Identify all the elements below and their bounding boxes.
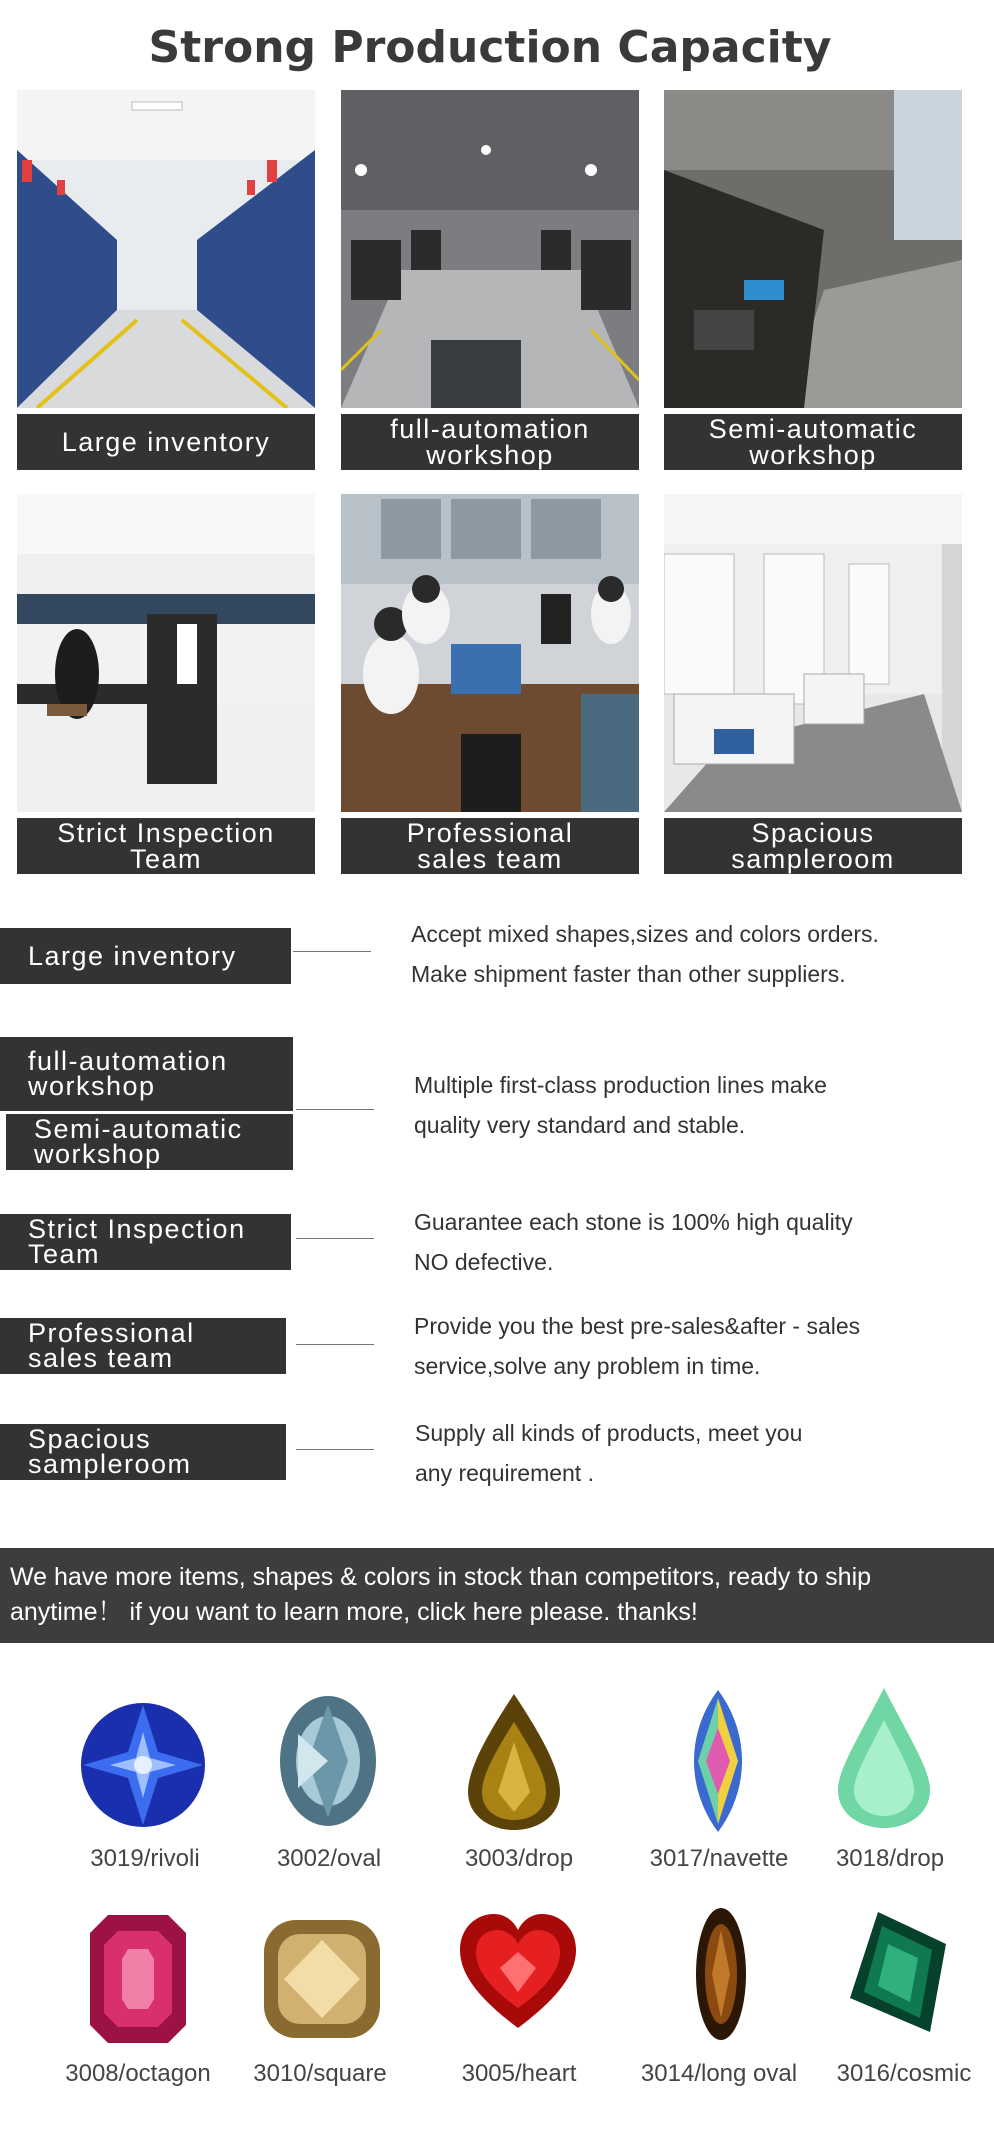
cosmic-gem-icon <box>848 1910 948 2034</box>
feature-label-large-inventory: Large inventory <box>0 928 291 984</box>
feature-connector <box>296 1344 374 1345</box>
feature-description-large-inventory: Accept mixed shapes,sizes and colors orders. Make shipment faster than other suppliers. <box>411 921 879 987</box>
warehouse-photo <box>17 90 315 408</box>
photo-caption-full-automation: full-automation workshop <box>341 414 639 470</box>
navette-gem-icon <box>680 1688 756 1834</box>
square-gem-icon <box>262 1918 382 2040</box>
page-title: Strong Production Capacity <box>148 22 832 73</box>
feature-connector <box>293 951 371 952</box>
photo-caption-strict-inspection: Strict Inspection Team <box>17 818 315 874</box>
feature-connector <box>296 1109 374 1110</box>
inspection-team-photo <box>17 494 315 812</box>
photo-caption-semi-automatic: Semi-automatic workshop <box>664 414 962 470</box>
feature-description-products: Supply all kinds of products, meet you any requirement . <box>415 1420 803 1486</box>
photo-caption-professional-sales: Professional sales team <box>341 818 639 874</box>
feature-description-service: Provide you the best pre-sales&after - sales service,solve any problem in time. <box>414 1313 861 1379</box>
drop-gem-icon <box>466 1692 562 1832</box>
feature-label-spacious-sampleroom: Spacious sampleroom <box>0 1424 286 1480</box>
feature-description-production-lines: Multiple first-class production lines make quality very standard and stable. <box>414 1072 827 1138</box>
sales-team-photo <box>341 494 639 812</box>
feature-connector <box>296 1238 374 1239</box>
product-label: 3010/square <box>253 2060 387 2087</box>
automation-workshop-photo <box>341 90 639 408</box>
photo-caption-large-inventory: Large inventory <box>17 414 315 470</box>
feature-label-strict-inspection: Strict Inspection Team <box>0 1214 291 1270</box>
product-label: 3018/drop <box>835 1845 945 1872</box>
feature-label-full-automation: full-automation workshop <box>0 1037 293 1111</box>
feature-description-quality: Guarantee each stone is 100% high quality NO defective. <box>414 1209 853 1275</box>
product-label: 3008/octagon <box>65 2060 211 2087</box>
octagon-gem-icon <box>88 1913 188 2045</box>
learn-more-banner[interactable]: We have more items, shapes & colors in stock than competitors, ready to ship anytime！ if you want to learn more, click here please. thanks! <box>0 1548 994 1643</box>
product-label: 3017/navette <box>649 1845 789 1872</box>
feature-label-professional-sales: Professional sales team <box>0 1318 286 1374</box>
photo-caption-spacious-sampleroom: Spacious sampleroom <box>664 818 962 874</box>
long-oval-gem-icon <box>694 1906 748 2042</box>
product-label: 3003/drop <box>464 1845 574 1872</box>
product-label: 3005/heart <box>461 2060 577 2087</box>
semi-auto-workshop-photo <box>664 90 962 408</box>
product-label: 3019/rivoli <box>90 1845 200 1872</box>
feature-connector <box>296 1449 374 1450</box>
product-label: 3014/long oval <box>640 2060 798 2087</box>
product-label: 3002/oval <box>276 1845 382 1872</box>
teardrop-gem-icon <box>836 1686 932 1830</box>
heart-gem-icon <box>458 1912 578 2032</box>
sampleroom-photo <box>664 494 962 812</box>
rivoli-gem-icon <box>80 1702 206 1828</box>
feature-label-semi-automatic: Semi-automatic workshop <box>6 1114 293 1170</box>
oval-gem-icon <box>278 1694 378 1828</box>
product-label: 3016/cosmic <box>836 2060 972 2087</box>
